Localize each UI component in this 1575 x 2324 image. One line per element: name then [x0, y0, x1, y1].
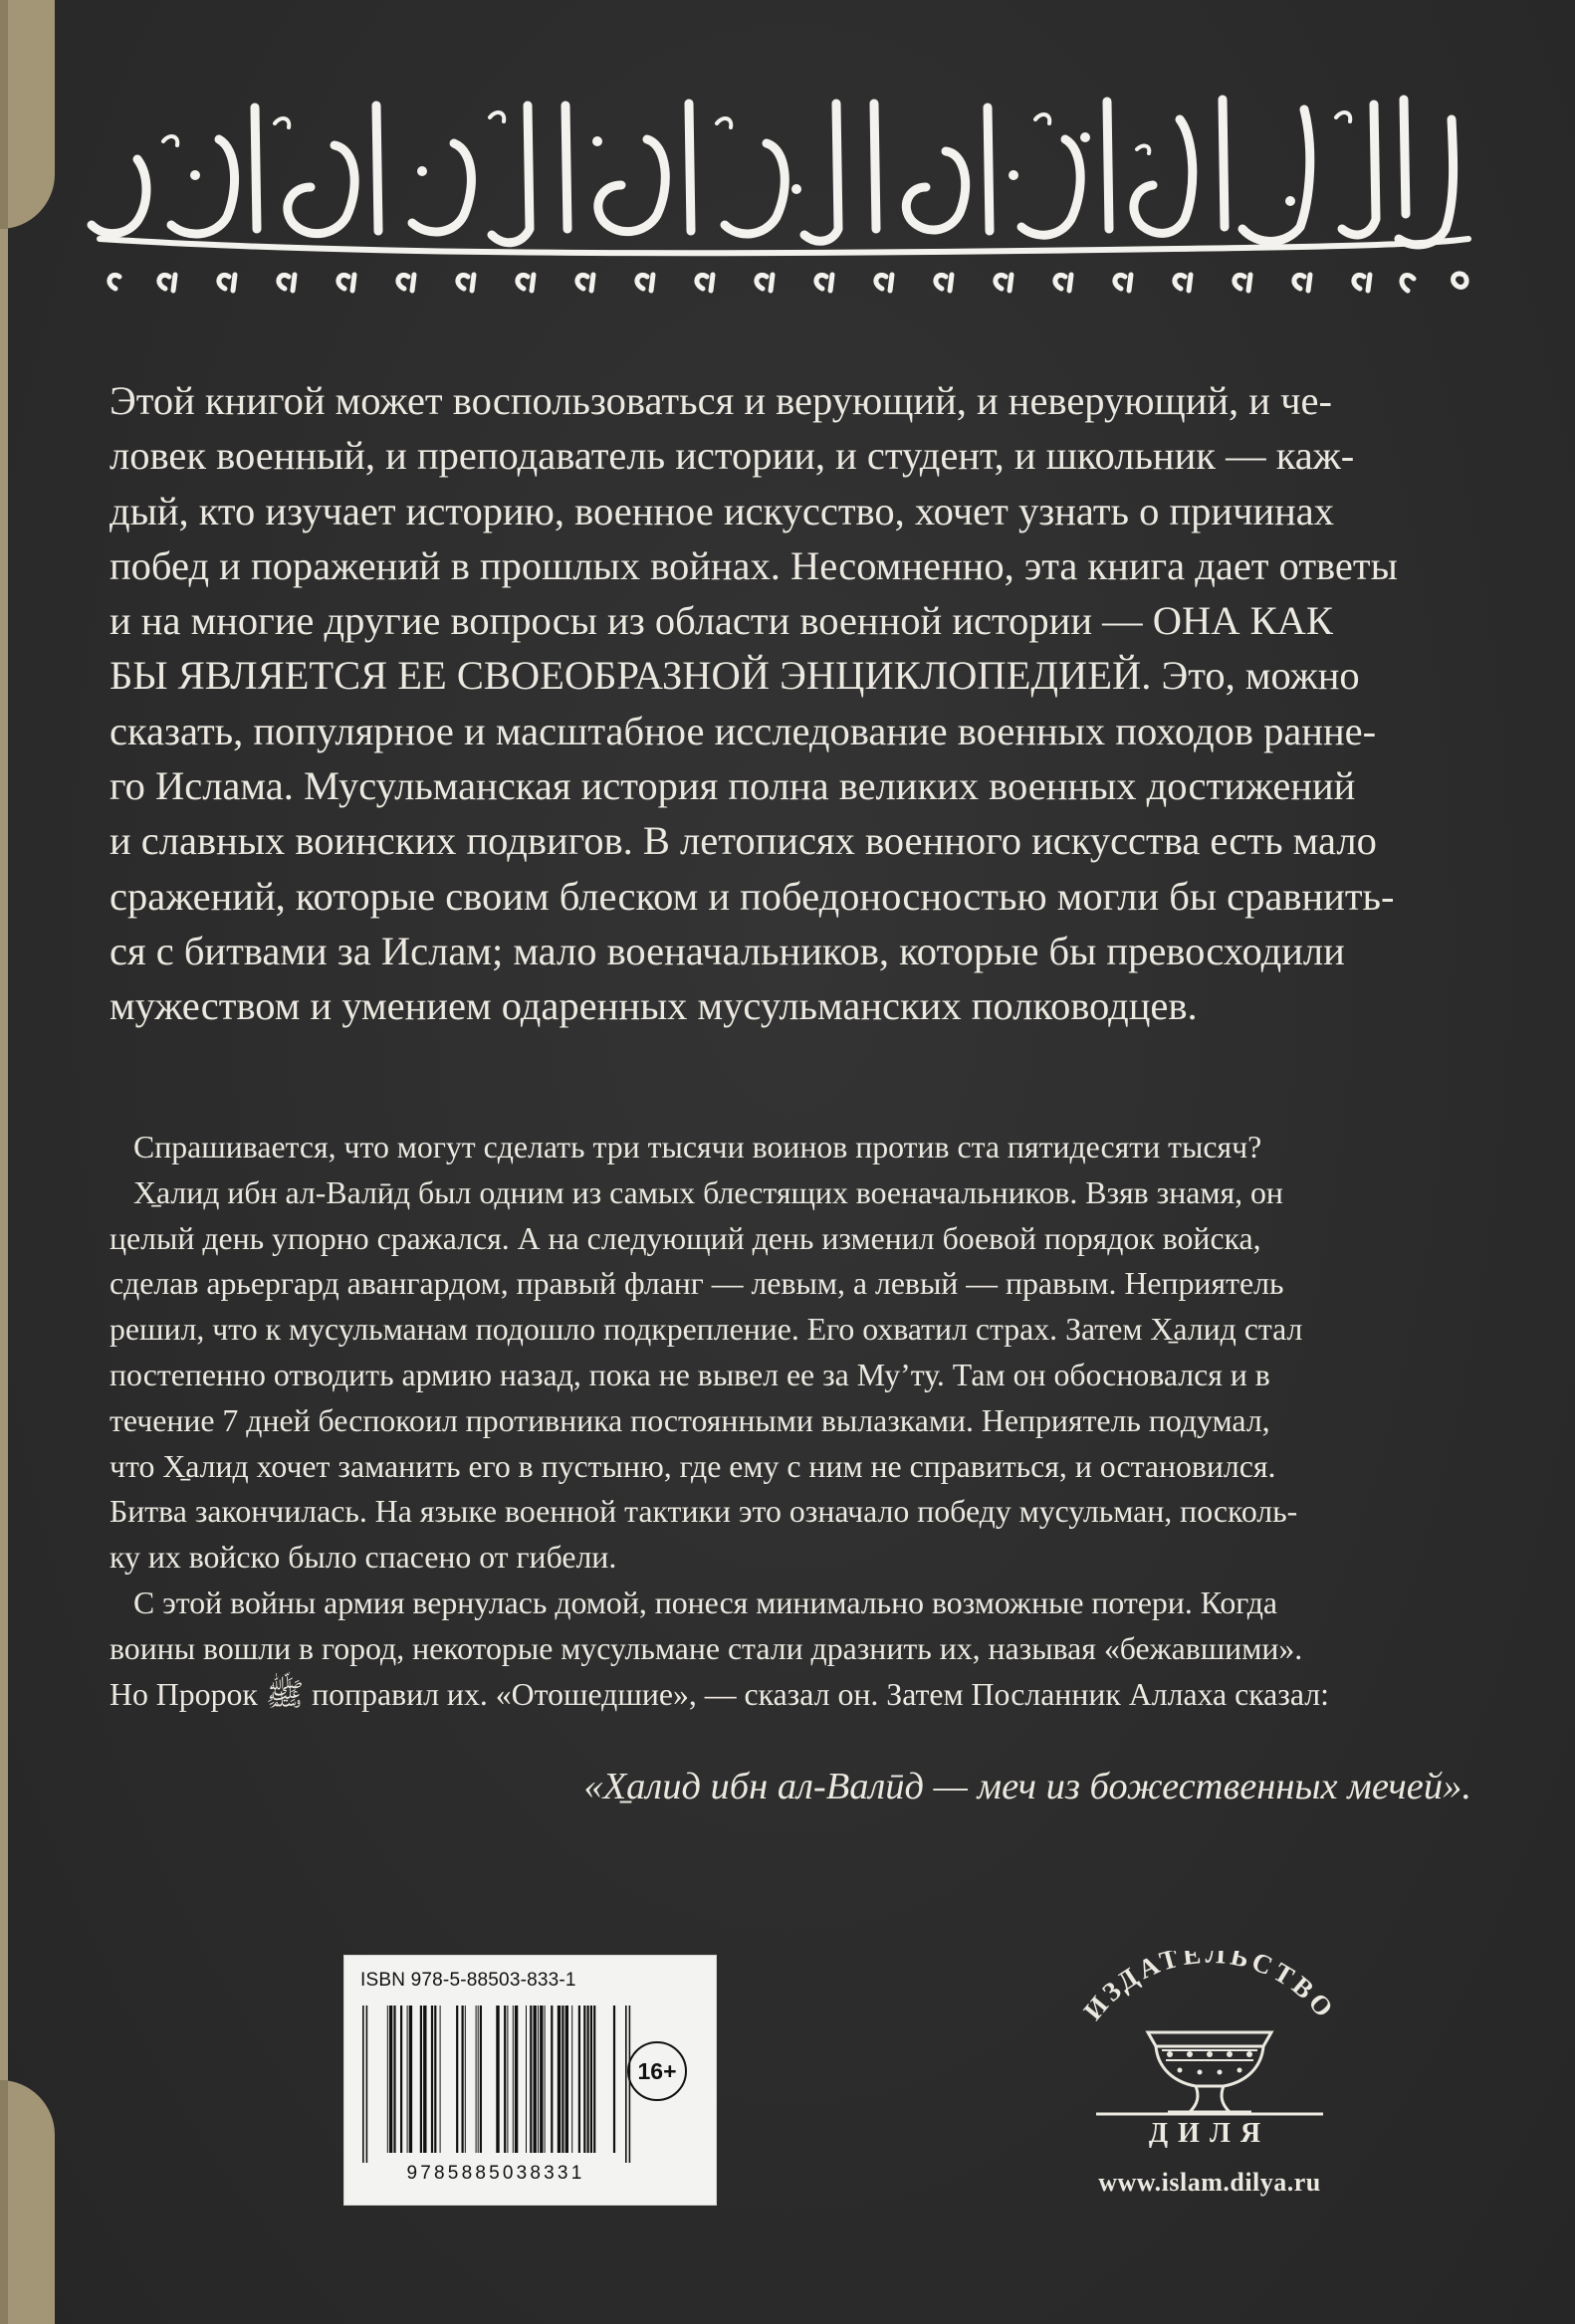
publisher-name: ДИЛЯ [1148, 2118, 1271, 2149]
barcode-bar [558, 2006, 561, 2153]
closing-quote: «Х̱алид ибн ал-Валӣд — меч из божественных мечей». [583, 1766, 1471, 1807]
barcode-bar [562, 2006, 563, 2153]
barcode-bar [465, 2006, 466, 2153]
intro-line: сказать, популярное и масштабное исследование военных походов ранне- [110, 708, 1377, 753]
barcode-bar [515, 2006, 518, 2153]
barcode-bar [578, 2006, 580, 2153]
barcode-bar [540, 2006, 543, 2153]
barcode-bar [513, 2006, 514, 2153]
intro-paragraph [110, 373, 1471, 1034]
barcode-bar [409, 2006, 412, 2153]
barcode-bar [526, 2006, 527, 2153]
barcode-bar [362, 2006, 364, 2163]
story-section [110, 1125, 1471, 1717]
story-question: Спрашивается, что могут сделать три тысячи воинов против ста пятидесяти тысяч? [133, 1130, 1262, 1164]
barcode-bar [530, 2006, 532, 2153]
intro-line: Этой книгой может воспользоваться и верующий, и неверующий, и че- [110, 378, 1332, 423]
publisher-arc-text: ИЗДАТЕЛЬСТВО [1077, 1951, 1342, 2026]
intro-line: и на многие другие вопросы из области военной истории — ОНА КАК [110, 598, 1333, 644]
corner-tab-top [0, 0, 55, 229]
story-line: Битва закончилась. На языке военной тактики это означало победу мусульман, посколь- [110, 1494, 1298, 1530]
intro-line: БЫ ЯВЛЯЕТСЯ ЕЕ СВОЕОБРАЗНОЙ ЭНЦИКЛОПЕДИЕЙ. Это, можно [110, 653, 1360, 699]
barcode-bar [387, 2006, 388, 2153]
publisher-logo [1050, 1951, 1369, 2219]
story-line: Х̱алид ибн ал-Валӣд был одним из самых блестящих военачальников. Взяв знамя, он [133, 1174, 1283, 1210]
story-line: сделав арьергард авангардом, правый фланг — левым, а левый — правым. Неприятель [110, 1266, 1284, 1302]
barcode-bar [571, 2006, 572, 2153]
story-line: С этой войны армия вернулась домой, понеся минимально возможные потери. Когда [133, 1585, 1277, 1620]
story-line: ку их войско было спасено от гибели. [110, 1540, 617, 1576]
story-paragraph-1 [110, 1170, 1471, 1581]
story-paragraph-2 [110, 1581, 1471, 1717]
barcode-bar [389, 2006, 392, 2153]
barcode [358, 2006, 633, 2163]
intro-line: ловек военный, и преподаватель истории, и студент, и школьник — каж- [110, 433, 1355, 479]
story-line: что Х̱алид хочет заманить его в пустыню, где ему с ним не справиться, и остановился. [110, 1448, 1276, 1484]
intro-line: ся с битвами за Ислам; мало военачальников, которые бы превосходили [110, 928, 1345, 973]
barcode-bar [496, 2006, 499, 2153]
intro-line: и славных воинских подвигов. В летописях военного искусства есть мало [110, 818, 1377, 864]
barcode-bar [476, 2006, 477, 2153]
barcode-bar [504, 2006, 506, 2153]
corner-tab-bottom [0, 2080, 55, 2324]
story-line: постепенно отводить армию назад, пока не вывел ее за Му’ту. Там он обосновался и в [110, 1357, 1270, 1392]
arabic-calligraphy-banner [80, 80, 1483, 328]
story-line: Но Пророк ﷺ поправил их. «Отошедшие», — сказал он. Затем Посланник Аллаха сказал: [110, 1676, 1329, 1712]
calligraphy-drawing [80, 80, 1483, 328]
barcode-bar [456, 2006, 458, 2153]
barcode-bar [434, 2006, 436, 2153]
barcode-bar [420, 2006, 422, 2153]
intro-line: мужеством и умением одаренных мусульманских полководцев. [110, 983, 1198, 1029]
isbn-barcode-box [343, 1955, 717, 2206]
barcode-bar [565, 2006, 568, 2153]
barcode-bar [551, 2006, 553, 2153]
intro-line: дый, кто изучает историю, военное искусство, хочет узнать о причинах [110, 488, 1335, 533]
barcode-bar [625, 2006, 627, 2163]
barcode-bar [587, 2006, 589, 2153]
story-line: воины вошли в город, некоторые мусульмане стали дразнить их, называя «бежавшими». [110, 1630, 1303, 1666]
barcode-bar [613, 2006, 615, 2153]
barcode-bar [593, 2006, 595, 2153]
barcode-bar [478, 2006, 479, 2153]
age-rating-badge: 16+ [627, 2041, 687, 2101]
story-line: течение 7 дней беспокоил противника постоянными вылазками. Неприятель подумал, [110, 1402, 1270, 1438]
barcode-bar [431, 2006, 433, 2153]
barcode-digits: 9785885038331 [406, 2163, 585, 2184]
intro-line: го Ислама. Мусульманская история полна великих военных достижений [110, 763, 1356, 809]
story-line: решил, что к мусульманам подошло подкрепление. Его охватил страх. Затем Х̱алид стал [110, 1312, 1303, 1348]
barcode-bars [358, 2006, 633, 2163]
barcode-bar [462, 2006, 464, 2153]
barcode-bar [583, 2006, 585, 2153]
intro-line: сражений, которые своим блеском и победоносностью могли бы сравнить- [110, 873, 1395, 919]
barcode-bar [538, 2006, 539, 2153]
vase-icon [1148, 2032, 1271, 2112]
story-line: целый день упорно сражался. А на следующий день изменил боевой порядок войска, [110, 1220, 1261, 1256]
barcode-bar [534, 2006, 537, 2153]
publisher-url-link[interactable]: www.islam.dilya.ru [1098, 2168, 1321, 2197]
barcode-bar [545, 2006, 546, 2153]
barcode-bar [423, 2006, 426, 2153]
barcode-bar [480, 2006, 482, 2153]
barcode-bar [590, 2006, 592, 2153]
barcode-bar [393, 2006, 395, 2153]
barcode-bar [507, 2006, 508, 2153]
barcode-bar [407, 2006, 408, 2153]
barcode-bar [400, 2006, 402, 2153]
barcode-bar [366, 2006, 368, 2163]
intro-line: побед и поражений в прошлых войнах. Несомненно, эта книга дает ответы [110, 542, 1398, 588]
barcode-bar [440, 2006, 441, 2153]
isbn-label: ISBN 978-5-88503-833-1 [360, 1970, 576, 1991]
